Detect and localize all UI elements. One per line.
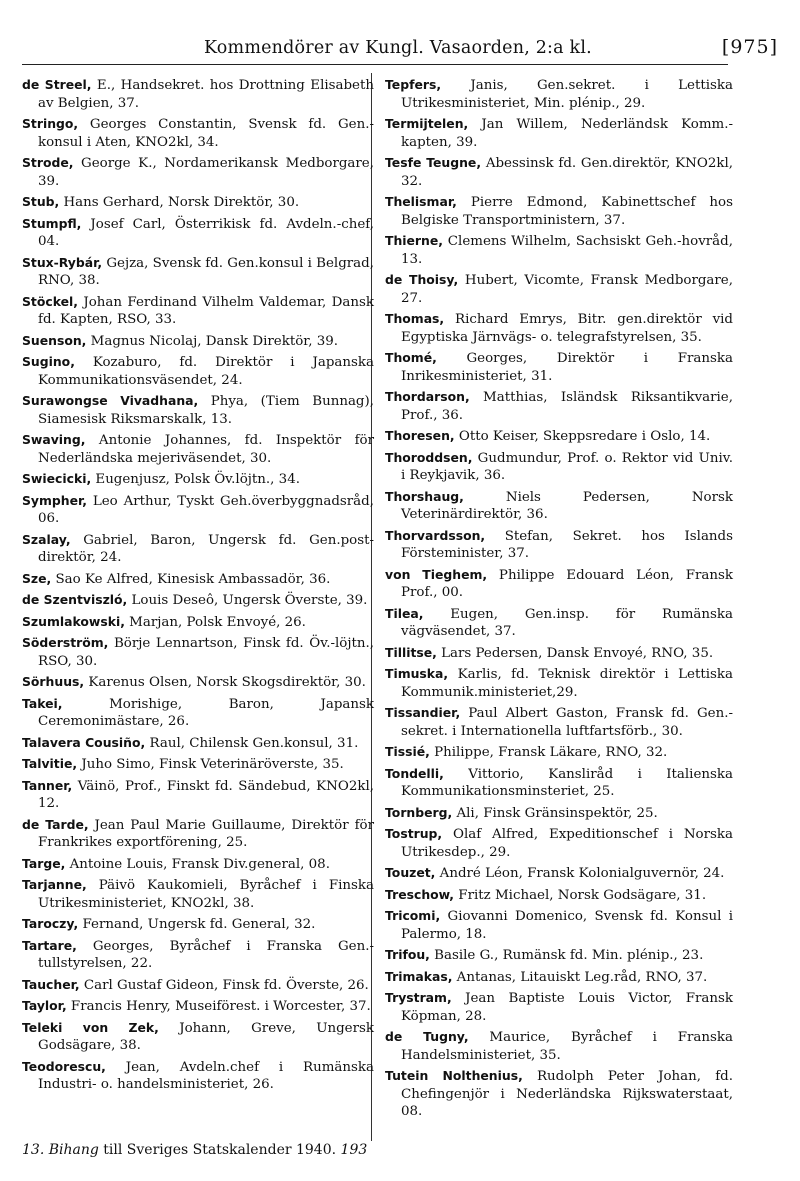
list-item (22, 492, 374, 528)
list-item (22, 1058, 374, 1094)
list-item (385, 743, 733, 762)
list-item (22, 876, 374, 912)
list-item (385, 527, 733, 563)
list-item (22, 976, 374, 995)
entry-text: E., Handsekret. hos Drottning Elisabeth av Belgien, 37. (38, 78, 374, 111)
list-item (385, 271, 733, 307)
entry-text: Väinö, Prof., Finskt fd. Sändebud, KNO2kl, 12. (38, 778, 374, 811)
list-item (385, 825, 733, 861)
list-item (22, 332, 374, 351)
list-item (385, 1028, 733, 1064)
list-item (22, 695, 374, 731)
entry-text: Clemens Wilhelm, Sachsiskt Geh.-hovråd, 13. (401, 234, 733, 267)
list-item (385, 644, 733, 663)
entry-text: Janis, Gen.sekret. i Lettiska Utrikesministeriet, Min. plénip., 29. (401, 78, 733, 111)
entry-name: Tissié, (385, 744, 430, 759)
entry-text: Abessinsk fd. Gen.direktör, KNO2kl, 32. (401, 156, 733, 189)
entry-text: Juho Simo, Finsk Veterinäröverste, 35. (77, 757, 344, 772)
entry-text: Vittorio, Kansliråd i Italienska Kommunikationsminsteriet, 25. (401, 766, 733, 799)
entry-text: Antonie Johannes, fd. Inspektör för Nederländska mejeriväsendet, 30. (38, 433, 374, 466)
list-item (385, 349, 733, 385)
entry-name: de Thoisy, (385, 272, 459, 287)
footer-text: till Sveriges Statskalender 1940. (98, 1142, 341, 1158)
entry-name: Tanner, (22, 777, 73, 793)
entry-name: Thomé, (385, 350, 437, 365)
entry-name: Tutein Nolthenius, (385, 1068, 523, 1083)
entry-name: Stux-Rybár, (22, 254, 103, 270)
entry-name: Tissandier, (385, 705, 461, 720)
page-footer (22, 1142, 367, 1158)
entry-text: Gabriel, Baron, Ungersk fd. Gen.post-direktör, 24. (38, 532, 374, 565)
entry-name: de Streel, (22, 77, 92, 92)
entry-name: Tilea, (385, 605, 424, 621)
entry-name: Timuska, (385, 666, 449, 681)
entry-text: Philippe Edouard Léon, Fransk Prof., 00. (401, 567, 733, 600)
list-item (22, 673, 374, 692)
list-item (22, 591, 374, 610)
entry-name: Strode, (22, 155, 74, 170)
list-item (385, 704, 733, 740)
list-item (385, 946, 733, 965)
entry-name: Thomas, (385, 311, 445, 326)
entry-text: Niels Pedersen, Norsk Veterinärdirektör, 36. (401, 489, 733, 522)
list-item (22, 734, 374, 753)
entry-name: Termijtelen, (385, 116, 469, 131)
list-item (385, 388, 733, 424)
entry-name: Tartare, (22, 937, 77, 953)
list-item (22, 816, 374, 852)
list-item (22, 293, 374, 329)
entry-name: de Szentviszló, (22, 592, 128, 607)
entry-name: Thorshaug, (385, 488, 464, 504)
entry-name: Szalay, (22, 531, 71, 547)
entry-name: Thorvardsson, (385, 527, 486, 543)
entry-text: Basile G., Rumänsk fd. Min. plénip., 23. (429, 948, 704, 963)
entry-text: Carl Gustaf Gideon, Finsk fd. Överste, 26. (79, 977, 369, 993)
entry-name: Sympher, (22, 492, 88, 508)
entry-name: Tricomi, (385, 908, 441, 923)
entry-text: Georges, Byråchef i Franska Gen.-tullstyrelsen, 22. (38, 938, 374, 971)
right-column (385, 76, 733, 1124)
running-title: Kommendörer av Kungl. Vasaorden, 2:a kl. (204, 38, 592, 58)
list-item (22, 613, 374, 632)
entry-text: Jan Willem, Nederländsk Komm.-kapten, 39. (401, 117, 733, 150)
entry-text: Jean, Avdeln.chef i Rumänska Industri- o. handelsministeriet, 26. (38, 1059, 374, 1092)
list-item (385, 488, 733, 524)
entry-text: Raul, Chilensk Gen.konsul, 31. (145, 735, 359, 751)
entry-text: Päivö Kaukomieli, Byråchef i Finska Utrikesministeriet, KNO2kl, 38. (38, 878, 374, 911)
entry-name: Treschow, (385, 886, 455, 902)
page-header (22, 36, 778, 65)
entry-name: Stöckel, (22, 293, 78, 309)
entry-text: Hubert, Vicomte, Fransk Medborgare, 27. (401, 273, 733, 306)
entry-name: Taucher, (22, 976, 80, 992)
entry-name: Teodorescu, (22, 1058, 106, 1074)
list-item (22, 570, 374, 589)
entry-text: Gudmundur, Prof. o. Rektor vid Univ. i Reykjavik, 36. (401, 450, 733, 483)
entry-name: Swiecicki, (22, 471, 92, 486)
footer-prefix: 13. (22, 1142, 49, 1158)
entry-text: Karenus Olsen, Norsk Skogsdirektör, 30. (84, 675, 366, 690)
list-item (22, 76, 374, 112)
list-item (385, 804, 733, 823)
list-item (385, 864, 733, 883)
entry-name: Suenson, (22, 332, 87, 348)
entry-name: Stub, (22, 194, 60, 209)
list-item (385, 665, 733, 701)
list-item (22, 353, 374, 389)
list-item (22, 915, 374, 934)
list-item (385, 605, 733, 641)
list-item (22, 855, 374, 874)
list-item (22, 634, 374, 670)
entry-text: Jean Baptiste Louis Victor, Fransk Köpman, 28. (401, 991, 733, 1024)
list-item (22, 431, 374, 467)
list-item (385, 886, 733, 905)
entry-text: André Léon, Fransk Kolonialguvernör, 24. (435, 866, 725, 881)
entry-text: Philippe, Fransk Läkare, RNO, 32. (429, 745, 668, 760)
entry-text: Georges, Direktör i Franska Inrikesministeriet, 31. (401, 351, 733, 384)
entry-name: Taylor, (22, 998, 67, 1013)
list-item (22, 254, 374, 290)
entry-text: Marjan, Polsk Envoyé, 26. (124, 614, 306, 630)
entry-name: Tillitse, (385, 644, 437, 660)
entry-text: Georges Constantin, Svensk fd. Gen.-konsul i Aten, KNO2kl, 34. (38, 117, 374, 150)
list-item (22, 937, 374, 973)
entry-text: Leo Arthur, Tyskt Geh.överbyggnadsråd, 06. (38, 493, 374, 526)
footer-italic: Bihang (48, 1142, 99, 1158)
entry-text: Stefan, Sekret. hos Islands Försteminister, 37. (401, 528, 733, 561)
list-item (22, 215, 374, 251)
entry-text: Fritz Michael, Norsk Godsägare, 31. (454, 887, 707, 903)
entry-name: Thelismar, (385, 194, 457, 209)
entry-text: Olaf Alfred, Expeditionschef i Norska Utrikesdep., 29. (401, 827, 733, 860)
list-item (385, 907, 733, 943)
list-item (385, 193, 733, 229)
entry-text: Ali, Finsk Gränsinspektör, 25. (452, 805, 658, 821)
entry-name: Talavera Cousiño, (22, 734, 146, 750)
entry-text: Magnus Nicolaj, Dansk Direktör, 39. (86, 333, 339, 349)
list-item (22, 997, 374, 1016)
entry-name: Tarjanne, (22, 877, 87, 892)
entry-text: Jean Paul Marie Guillaume, Direktör för Frankrikes exportförening, 25. (38, 817, 374, 850)
entry-name: Swaving, (22, 432, 86, 447)
list-item (22, 115, 374, 151)
entry-text: Sao Ke Alfred, Kinesisk Ambassadör, 36. (51, 571, 331, 587)
entry-name: Talvitie, (22, 756, 78, 771)
entry-text: Johan Ferdinand Vilhelm Valdemar, Dansk fd. Kapten, RSO, 33. (38, 294, 374, 327)
entry-name: Sugino, (22, 354, 75, 369)
list-item (22, 755, 374, 774)
entry-text: Pierre Edmond, Kabinettschef hos Belgiske Transportministern, 37. (401, 195, 733, 228)
list-item (385, 1067, 733, 1121)
entry-name: Tostrup, (385, 826, 443, 841)
entry-name: Thordarson, (385, 389, 470, 404)
entry-name: Teleki von Zek, (22, 1019, 159, 1035)
entry-name: Szumlakowski, (22, 613, 125, 629)
entry-name: Surawongse Vivadhana, (22, 393, 199, 408)
entry-text: George K., Nordamerikansk Medborgare, 39. (38, 156, 374, 189)
entry-name: Stringo, (22, 116, 79, 131)
list-item (385, 76, 733, 112)
list-item (385, 765, 733, 801)
entry-text: Börje Lennartson, Finsk fd. Öv.-löjtn., RSO, 30. (38, 636, 374, 669)
list-item (385, 566, 733, 602)
entry-text: Lars Pedersen, Dansk Envoyé, RNO, 35. (436, 645, 714, 661)
entry-name: Takei, (22, 695, 63, 711)
entry-text: Giovanni Domenico, Svensk fd. Konsul i Palermo, 18. (401, 909, 733, 942)
entry-name: Thoroddsen, (385, 449, 473, 465)
entry-text: Paul Albert Gaston, Fransk fd. Gen.-sekret. i Internationella luftfartsförb., 30. (401, 706, 733, 739)
entry-text: Antanas, Litauiskt Leg.råd, RNO, 37. (452, 969, 708, 985)
entry-text: Karlis, fd. Teknisk direktör i Lettiska Kommunik.ministeriet,29. (401, 667, 733, 700)
entry-name: Tesfe Teugne, (385, 155, 482, 170)
list-item (385, 989, 733, 1025)
entry-text: Phya, (Tiem Bunnag), Siamesisk Riksmarskalk, 13. (38, 394, 374, 427)
list-item (22, 392, 374, 428)
entry-name: Touzet, (385, 865, 436, 880)
list-item (385, 154, 733, 190)
entry-text: Otto Keiser, Skeppsredare i Oslo, 14. (454, 429, 711, 444)
entry-text: Fernand, Ungersk fd. General, 32. (78, 917, 316, 932)
entry-text: Maurice, Byråchef i Franska Handelsministeriet, 35. (401, 1030, 733, 1063)
entry-text: Eugen, Gen.insp. för Rumänska vägväsendet, 37. (401, 606, 733, 639)
footer-page-ref: 193 (340, 1142, 368, 1158)
entry-name: Thierne, (385, 233, 443, 248)
list-item (385, 449, 733, 485)
entry-text: Johann, Greve, Ungersk Godsägare, 38. (38, 1020, 374, 1053)
list-item (22, 777, 374, 813)
entry-name: Taroczy, (22, 916, 79, 931)
entry-name: Söderström, (22, 635, 109, 650)
entry-name: Stumpfl, (22, 215, 82, 231)
list-item (22, 154, 374, 190)
entry-name: Trifou, (385, 947, 430, 962)
list-item (22, 531, 374, 567)
entry-name: Sze, (22, 570, 52, 586)
entry-text: Matthias, Isländsk Riksantikvarie, Prof., 36. (401, 390, 733, 423)
entry-name: Tondelli, (385, 765, 444, 781)
entry-name: de Tarde, (22, 816, 89, 832)
list-item (385, 310, 733, 346)
entry-text: Eugenjusz, Polsk Öv.löjtn., 34. (91, 472, 300, 487)
entry-text: Rudolph Peter Johan, fd. Chefingenjör i Nederländska Rijkswaterstaat, 08. (401, 1069, 733, 1119)
page-number: [975] (721, 36, 778, 58)
left-column (22, 76, 374, 1097)
list-item (22, 1019, 374, 1055)
list-item (385, 232, 733, 268)
entry-text: Francis Henry, Museiförest. i Worcester, 37. (66, 999, 371, 1014)
list-item (385, 427, 733, 446)
entry-name: de Tugny, (385, 1029, 469, 1044)
entry-text: Louis Deseô, Ungersk Överste, 39. (127, 593, 368, 608)
entry-name: Tepfers, (385, 77, 442, 92)
entry-name: Sörhuus, (22, 674, 85, 689)
list-item (385, 115, 733, 151)
entry-text: Hans Gerhard, Norsk Direktör, 30. (59, 195, 300, 210)
entry-name: Targe, (22, 855, 66, 871)
entry-text: Josef Carl, Österrikisk fd. Avdeln.-chef, 04. (38, 216, 374, 249)
entry-text: Morishige, Baron, Japansk Ceremonimästare, 26. (38, 696, 374, 729)
entry-name: Trystram, (385, 990, 452, 1005)
entry-name: von Tieghem, (385, 566, 488, 582)
entry-text: Antoine Louis, Fransk Div.general, 08. (65, 856, 330, 872)
entry-name: Trimakas, (385, 968, 453, 984)
entry-text: Kozaburo, fd. Direktör i Japanska Kommunikationsväsendet, 24. (38, 355, 374, 388)
entry-name: Thoresen, (385, 428, 455, 443)
list-item (22, 470, 374, 489)
list-item (385, 968, 733, 987)
entry-name: Tornberg, (385, 804, 453, 820)
list-item (22, 193, 374, 212)
entry-text: Richard Emrys, Bitr. gen.direktör vid Egyptiska Järnvägs- o. telegrafstyrelsen, 35. (401, 312, 733, 345)
entry-text: Gejza, Svensk fd. Gen.konsul i Belgrad, RNO, 38. (38, 255, 374, 288)
